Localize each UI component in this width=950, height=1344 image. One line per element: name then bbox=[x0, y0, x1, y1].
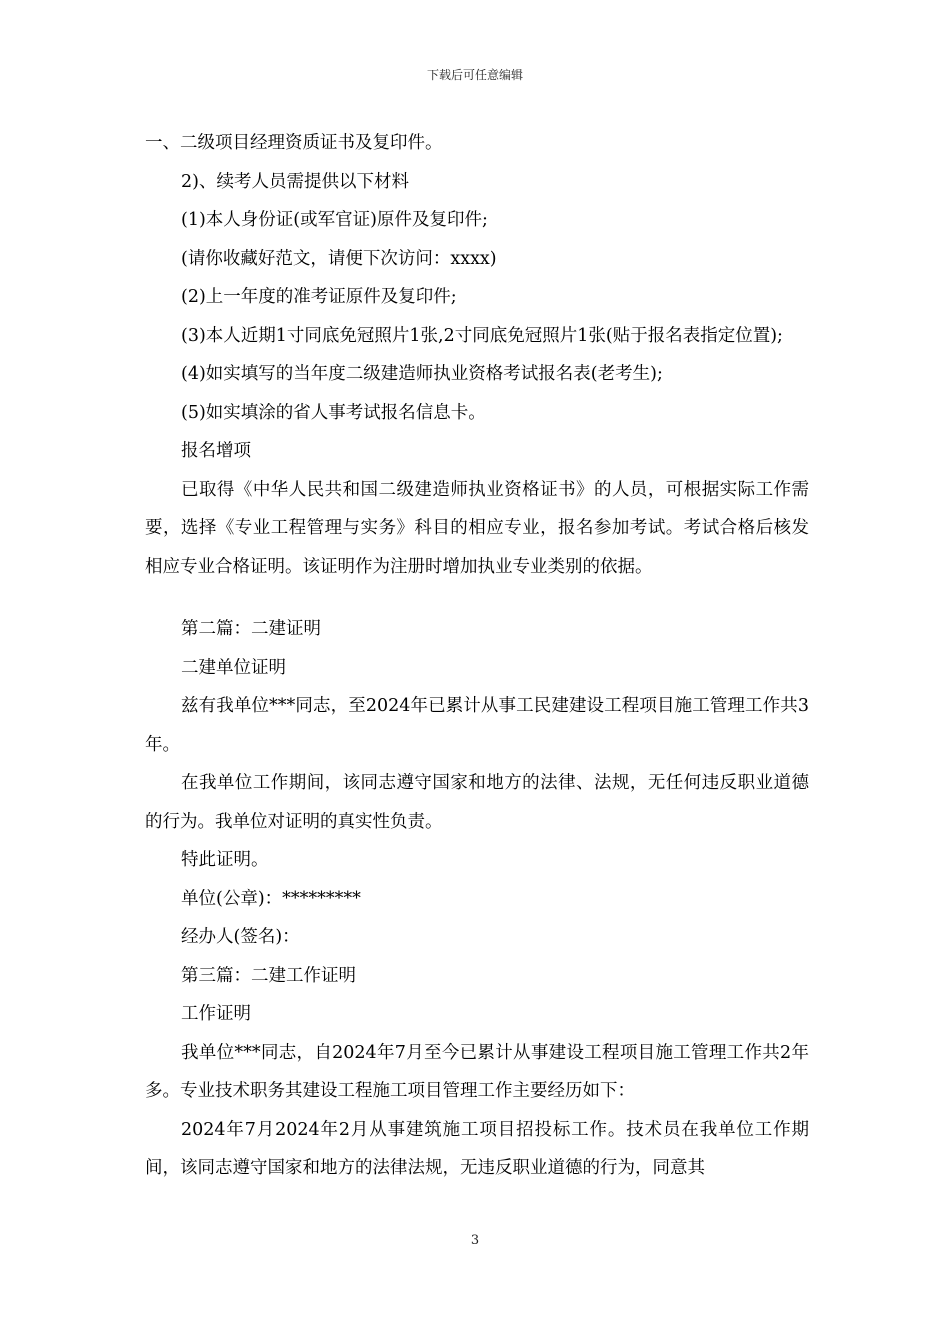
page-header: 下载后可任意编辑 bbox=[426, 68, 523, 82]
document-body bbox=[145, 124, 809, 1188]
paragraph: 第二篇：二建证明 bbox=[181, 619, 321, 639]
paragraph: 已取得《中华人民共和国二级建造师执业资格证书》的人员，可根据实际工作需要，选择《专业工程管理与实务》科目的相应专业，报名参加考试。考试合格后核发相应专业合格证明。该证明作为注册时增加执业专业类别的依据。 bbox=[145, 479, 809, 577]
paragraph: (2)上一年度的准考证原件及复印件; bbox=[181, 287, 457, 307]
paragraph: 工作证明 bbox=[181, 1004, 251, 1024]
paragraph: 报名增项 bbox=[181, 441, 251, 461]
paragraph: 一、二级项目经理资质证书及复印件。 bbox=[145, 133, 443, 153]
paragraph: 特此证明。 bbox=[181, 850, 269, 870]
paragraph: (3)本人近期1寸同底免冠照片1张,2寸同底免冠照片1张(贴于报名表指定位置); bbox=[181, 325, 783, 346]
paragraph: (5)如实填涂的省人事考试报名信息卡。 bbox=[181, 402, 486, 423]
paragraph: 在我单位工作期间，该同志遵守国家和地方的法律、法规，无任何违反职业道德的行为。我单位对证明的真实性负责。 bbox=[145, 773, 809, 832]
paragraph: (请你收藏好范文，请便下次访问：xxxx) bbox=[181, 248, 497, 269]
paragraph: (1)本人身份证(或军官证)原件及复印件; bbox=[181, 210, 488, 230]
paragraph: 2024年7月2024年2月从事建筑施工项目招投标工作。技术员在我单位工作期间，该同志遵守国家和地方的法律法规，无违反职业道德的行为，同意其 bbox=[145, 1119, 809, 1178]
paragraph: 第三篇：二建工作证明 bbox=[181, 965, 356, 986]
paragraph: (4)如实填写的当年度二级建造师执业资格考试报名表(老考生); bbox=[181, 364, 663, 384]
page-number: 3 bbox=[470, 1233, 480, 1248]
paragraph-gap bbox=[145, 586, 809, 610]
paragraph: 我单位***同志，自2024年7月至今已累计从事建设工程项目施工管理工作共2年多。专业技术职务其建设工程施工项目管理工作主要经历如下： bbox=[145, 1042, 809, 1101]
paragraph: 二建单位证明 bbox=[181, 657, 286, 678]
paragraph: 兹有我单位***同志，至2024年已累计从事工民建建设工程项目施工管理工作共3年。 bbox=[145, 696, 809, 755]
paragraph: 2)、续考人员需提供以下材料 bbox=[181, 171, 409, 192]
paragraph: 经办人(签名)： bbox=[181, 927, 300, 947]
paragraph: 单位(公章)：********* bbox=[181, 888, 361, 909]
